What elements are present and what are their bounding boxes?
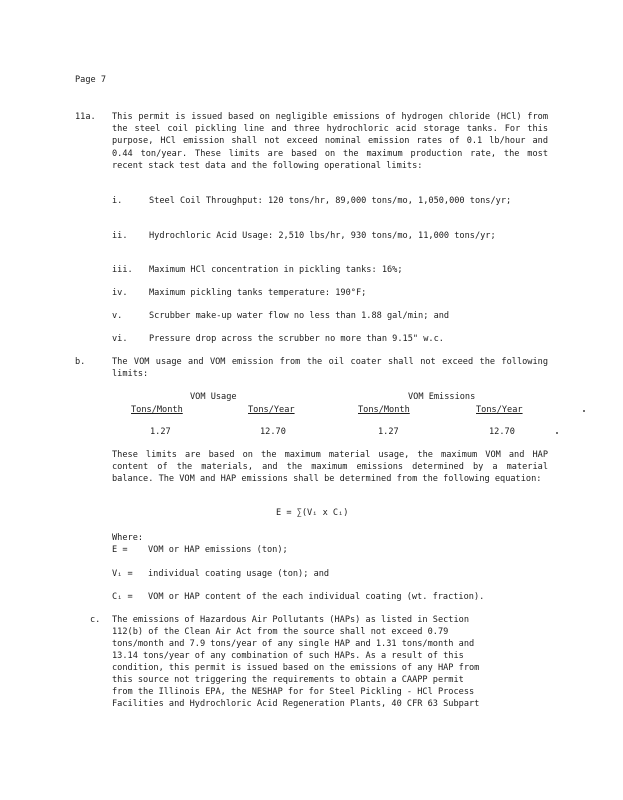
table-cell: 1.27 [378, 427, 399, 437]
limit-text: Maximum HCl concentration in pickling tanks: 16%; [149, 265, 403, 275]
definition-text: VOM or HAP content of the each individual coating (wt. fraction). [148, 592, 485, 602]
emission-equation: E = ∑(Vᵢ x Cᵢ) [276, 508, 349, 518]
section-c-line: this source not triggering the requirements to obtain a CAAPP permit [112, 675, 464, 685]
definition-symbol: Cᵢ = [112, 592, 133, 602]
definition-text: individual coating usage (ton); and [148, 569, 330, 579]
table-group-header: VOM Usage [190, 392, 237, 402]
table-column-header: Tons/Month [131, 405, 183, 415]
table-column-header: Tons/Year [248, 405, 295, 415]
limit-text: Scrubber make-up water flow no less than 1.88 gal/min; and [149, 311, 450, 321]
limit-text: Steel Coil Throughput: 120 tons/hr, 89,000 tons/mo, 1,050,000 tons/yr; [149, 196, 512, 206]
definition-text: VOM or HAP emissions (ton); [148, 545, 288, 555]
limit-text: Maximum pickling tanks temperature: 190°F; [149, 288, 367, 298]
table-column-header: Tons/Month [358, 405, 410, 415]
table-cell: 12.70 [260, 427, 286, 437]
section-b-label: b. [75, 357, 86, 367]
section-c-line: 13.14 tons/year of any combination of such HAPs. As a result of this [112, 651, 464, 661]
section-c-line: from the Illinois EPA, the NESHAP for for Steel Pickling - HCl Process [112, 687, 475, 697]
material-balance-paragraph: These limits are based on the maximum material usage, the maximum VOM and HAP content of the materials, and the maximum emissions determined by a material balance. The VOM and HAP emissions shall be determined from the following equation: [112, 450, 548, 485]
section-11a-label: 11a. [75, 112, 96, 122]
where-label: Where: [112, 533, 144, 543]
page-label: Page 7 [75, 75, 107, 85]
section-c-line: 112(b) of the Clean Air Act from the source shall not exceed 0.79 [112, 627, 449, 637]
scan-speck [583, 410, 585, 412]
section-c-line: The emissions of Hazardous Air Pollutants (HAPs) as listed in Section [112, 615, 469, 625]
table-column-header: Tons/Year [476, 405, 523, 415]
limit-num: iv. [112, 288, 128, 298]
scan-speck [556, 432, 558, 434]
limit-num: iii. [112, 265, 133, 275]
section-c-line: condition, this permit is issued based on the emissions of any HAP from [112, 663, 480, 673]
limit-num: ii. [112, 231, 128, 241]
section-c-label: c. [90, 615, 101, 625]
table-group-header: VOM Emissions [408, 392, 476, 402]
limit-text: Hydrochloric Acid Usage: 2,510 lbs/hr, 930 tons/mo, 11,000 tons/yr; [149, 231, 496, 241]
table-cell: 12.70 [489, 427, 515, 437]
section-c-line: Facilities and Hydrochloric Acid Regeneration Plants, 40 CFR 63 Subpart [112, 699, 480, 709]
limit-num: v. [112, 311, 123, 321]
section-11a-intro: This permit is issued based on negligible emissions of hydrogen chloride (HCl) from the steel coil pickling line and three hydrochloric acid storage tanks. For this purpose, HCl emission shall not exceed nominal emission rates of 0.1 lb/hour and 0.44 ton/year. These limits are based on the maximum production rate, the most recent stack test data and the following operational limits: [112, 112, 548, 171]
section-c-line: tons/month and 7.9 tons/year of any single HAP and 1.31 tons/month and [112, 639, 475, 649]
definition-symbol: Vᵢ = [112, 569, 133, 579]
limit-num: vi. [112, 334, 128, 344]
limit-text: Pressure drop across the scrubber no more than 9.15" w.c. [149, 334, 444, 344]
section-b-intro: The VOM usage and VOM emission from the oil coater shall not exceed the following limits: [112, 357, 548, 380]
definition-symbol: E = [112, 545, 128, 555]
table-cell: 1.27 [150, 427, 171, 437]
limit-num: i. [112, 196, 123, 206]
